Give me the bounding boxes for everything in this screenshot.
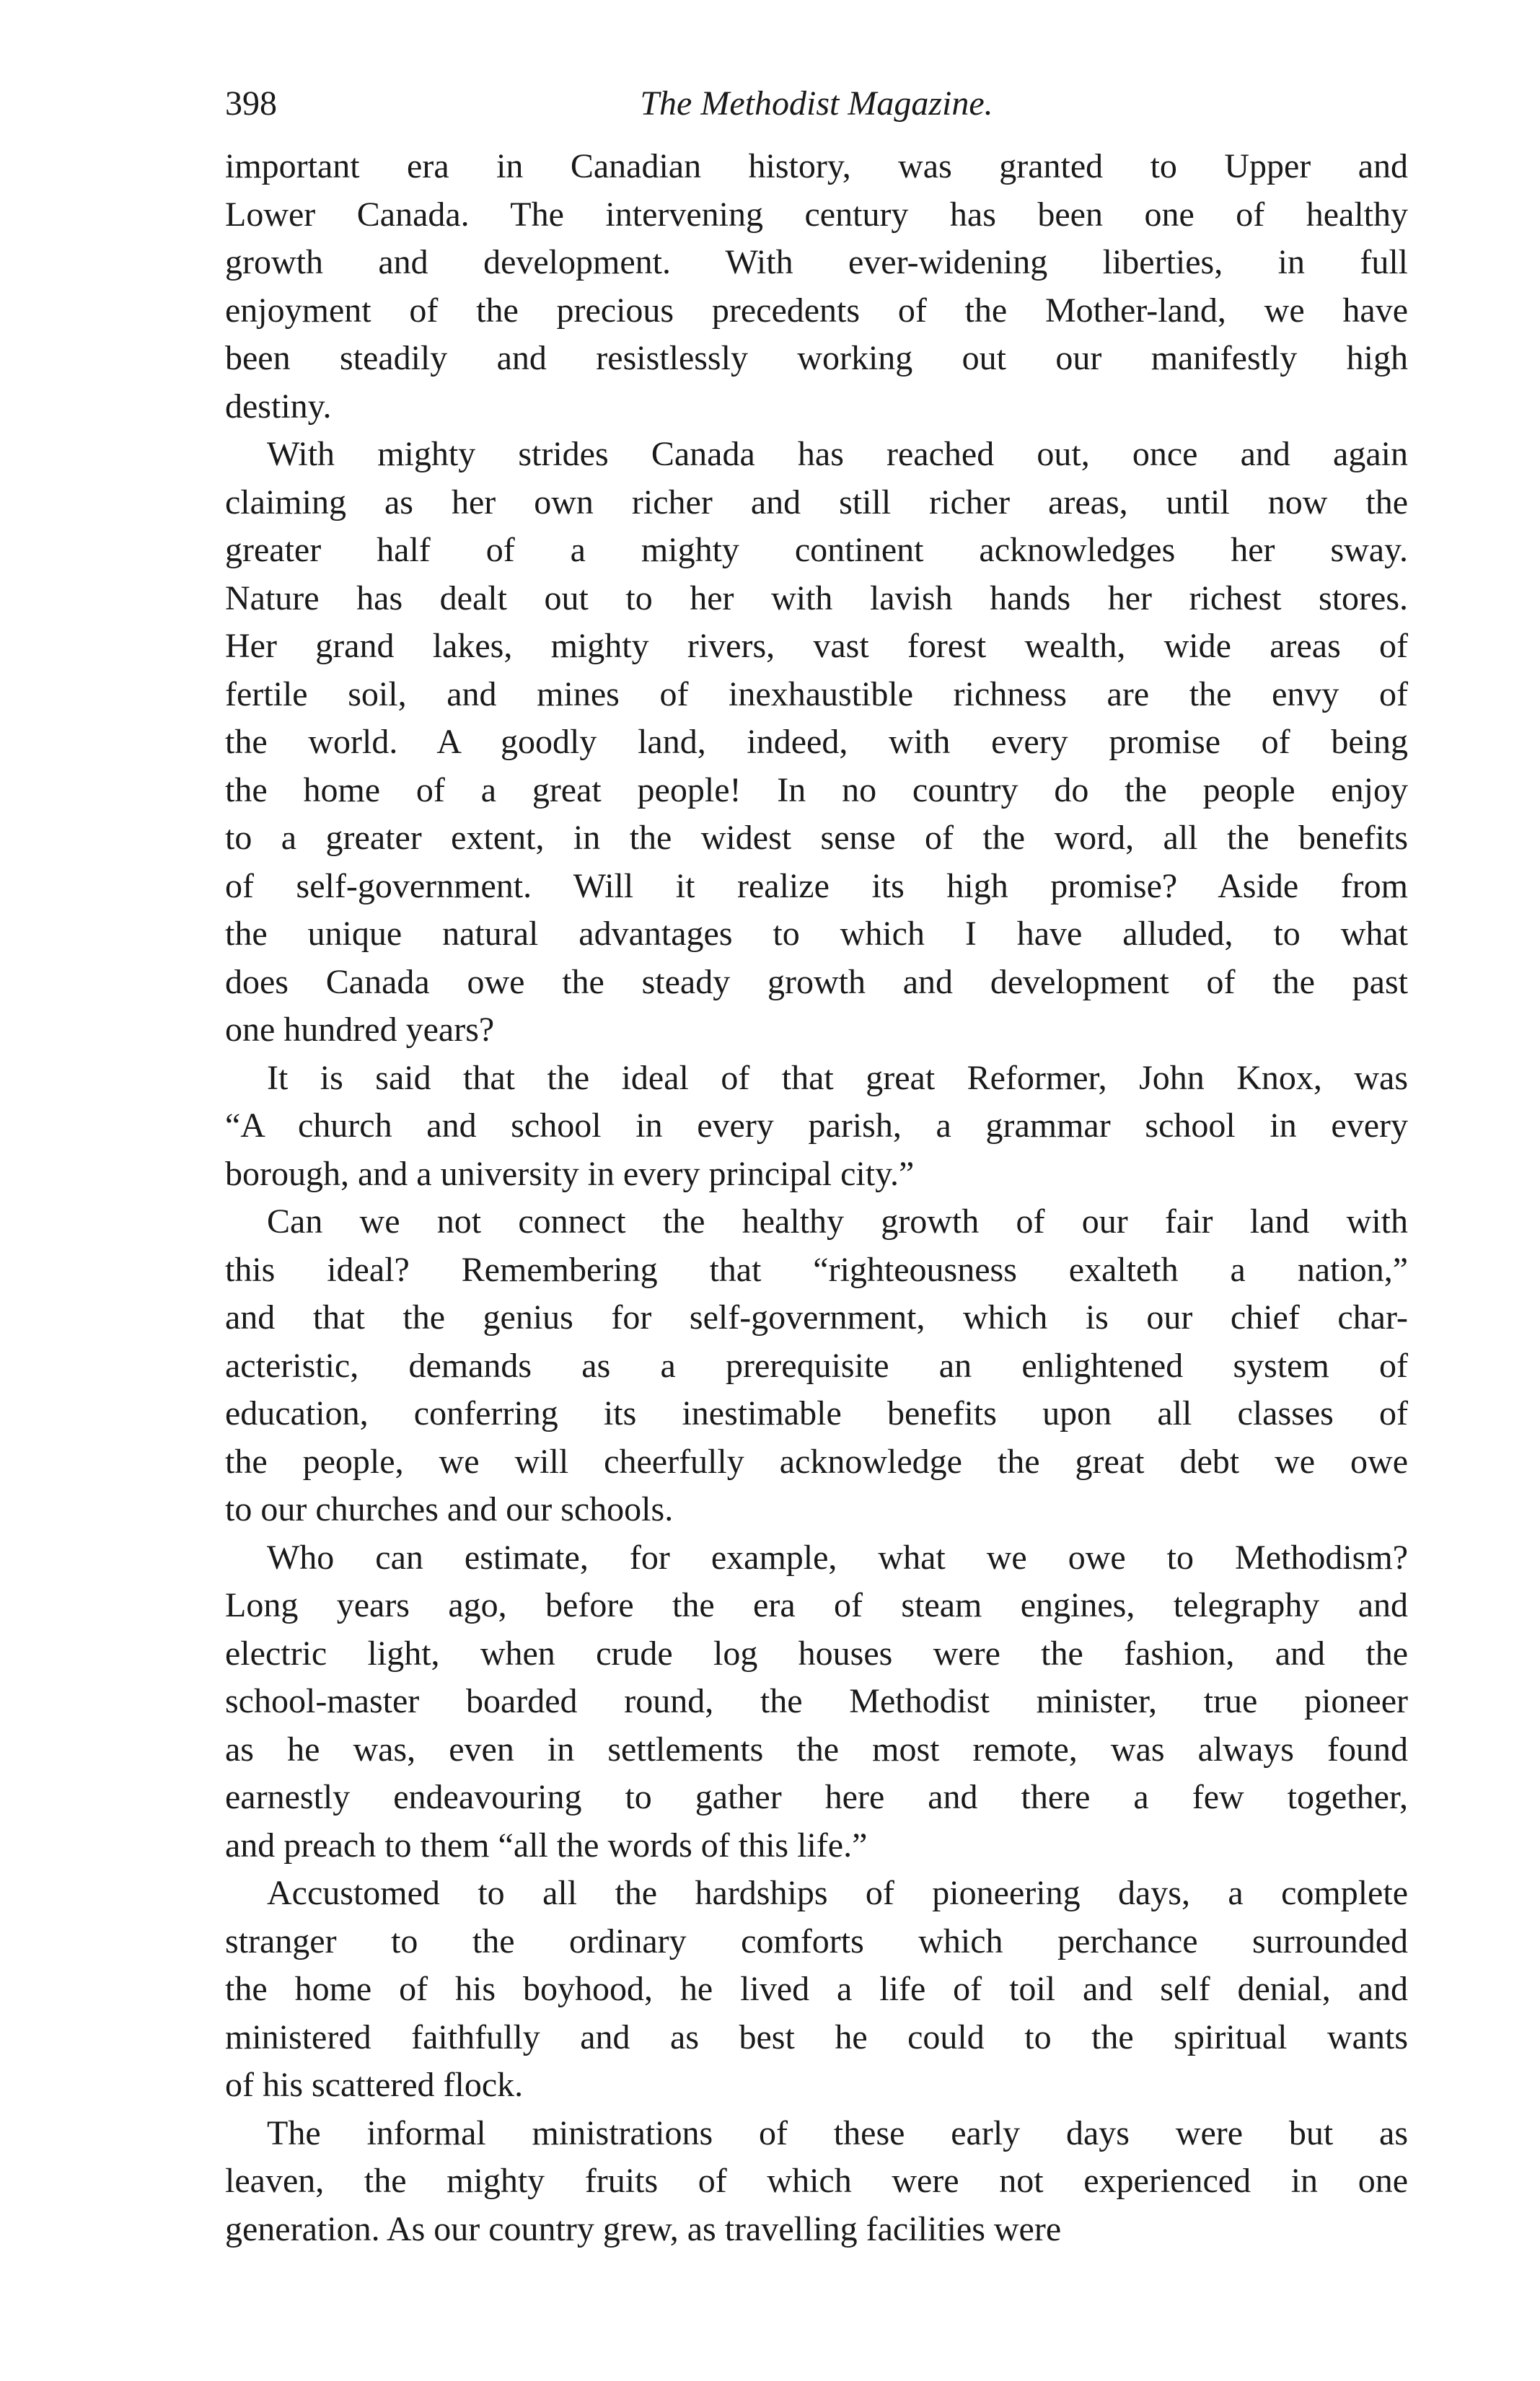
- text-line: leaven, the mighty fruits of which were not experienced in one: [225, 2162, 1408, 2200]
- text-line: and preach to them “all the words of this life.”: [225, 1826, 868, 1865]
- text-line: claiming as her own richer and still richer areas, until now the: [225, 483, 1408, 521]
- text-line: Accustomed to all the hardships of pioneering days, a complete: [267, 1874, 1408, 1912]
- text-line: enjoyment of the precious precedents of the Mother-land, we have: [225, 291, 1408, 330]
- text-line: Can we not connect the healthy growth of our fair land with: [267, 1202, 1408, 1241]
- text-line: Long years ago, before the era of steam engines, telegraphy and: [225, 1586, 1408, 1624]
- text-line: Nature has dealt out to her with lavish hands her richest stores.: [225, 578, 1408, 617]
- text-line: important era in Canadian history, was granted to Upper and: [225, 147, 1408, 185]
- text-line: fertile soil, and mines of inexhaustible richness are the envy of: [225, 674, 1408, 713]
- text-line: to our churches and our schools.: [225, 1490, 674, 1528]
- text-line: generation. As our country grew, as travelling facilities were: [225, 2209, 1062, 2248]
- text-line: of his scattered flock.: [225, 2066, 524, 2104]
- running-title: The Methodist Magazine.: [640, 84, 993, 123]
- text-line: the unique natural advantages to which I have alluded, to what: [225, 915, 1408, 953]
- paragraph: [225, 1198, 1408, 1534]
- text-line: earnestly endeavouring to gather here and there a few together,: [225, 1778, 1408, 1816]
- text-line: education, conferring its inestimable benefits upon all classes of: [225, 1394, 1408, 1432]
- text-line: the home of a great people! In no country do the people enjoy: [225, 770, 1408, 809]
- text-line: growth and development. With ever-widening liberties, in full: [225, 243, 1408, 281]
- text-line: this ideal? Remembering that “righteousness exalteth a nation,”: [225, 1250, 1408, 1289]
- text-line: the people, we will cheerfully acknowledge the great debt we owe: [225, 1442, 1408, 1481]
- text-line: It is said that the ideal of that great Reformer, John Knox, was: [267, 1058, 1408, 1097]
- article-body: [225, 143, 1408, 2253]
- text-line: does Canada owe the steady growth and development of the past: [225, 962, 1408, 1001]
- text-line: stranger to the ordinary comforts which perchance surrounded: [225, 1922, 1408, 1960]
- text-line: been steadily and resistlessly working out our manifestly high: [225, 339, 1408, 377]
- text-line: one hundred years?: [225, 1011, 495, 1049]
- text-line: acteristic, demands as a prerequisite an enlightened system of: [225, 1346, 1408, 1385]
- text-line: school-master boarded round, the Methodist minister, true pioneer: [225, 1682, 1408, 1720]
- text-line: Who can estimate, for example, what we owe to Methodism?: [267, 1538, 1408, 1577]
- paragraph: [225, 1870, 1408, 2110]
- running-head: [225, 69, 1408, 138]
- text-line: of self-government. Will it realize its high promise? Aside from: [225, 866, 1408, 905]
- paragraph: [225, 2110, 1408, 2254]
- page-number: 398: [225, 84, 277, 123]
- text-line: Lower Canada. The intervening century has been one of healthy: [225, 195, 1408, 234]
- text-line: and that the genius for self-government, which is our chief char-: [225, 1298, 1408, 1337]
- text-line: the home of his boyhood, he lived a life of toil and self denial, and: [225, 1970, 1408, 2008]
- text-line: electric light, when crude log houses were the fashion, and the: [225, 1634, 1408, 1673]
- paragraph: [225, 1055, 1408, 1199]
- text-line: “A church and school in every parish, a grammar school in every: [225, 1106, 1408, 1145]
- text-line: The informal ministrations of these early days were but as: [267, 2113, 1408, 2152]
- text-line: borough, and a university in every principal city.”: [225, 1154, 915, 1193]
- text-line: Her grand lakes, mighty rivers, vast forest wealth, wide areas of: [225, 627, 1408, 665]
- text-line: destiny.: [225, 387, 332, 426]
- paragraph: [225, 143, 1408, 431]
- text-line: as he was, even in settlements the most remote, was always found: [225, 1730, 1408, 1769]
- text-line: With mighty strides Canada has reached out, once and again: [267, 435, 1408, 473]
- paragraph: [225, 431, 1408, 1055]
- text-line: to a greater extent, in the widest sense of the word, all the benefits: [225, 819, 1408, 857]
- text-line: the world. A goodly land, indeed, with every promise of being: [225, 723, 1408, 761]
- text-line: greater half of a mighty continent acknowledges her sway.: [225, 531, 1408, 569]
- paragraph: [225, 1534, 1408, 1870]
- text-line: ministered faithfully and as best he could to the spiritual wants: [225, 2017, 1408, 2056]
- magazine-page: [225, 69, 1408, 2253]
